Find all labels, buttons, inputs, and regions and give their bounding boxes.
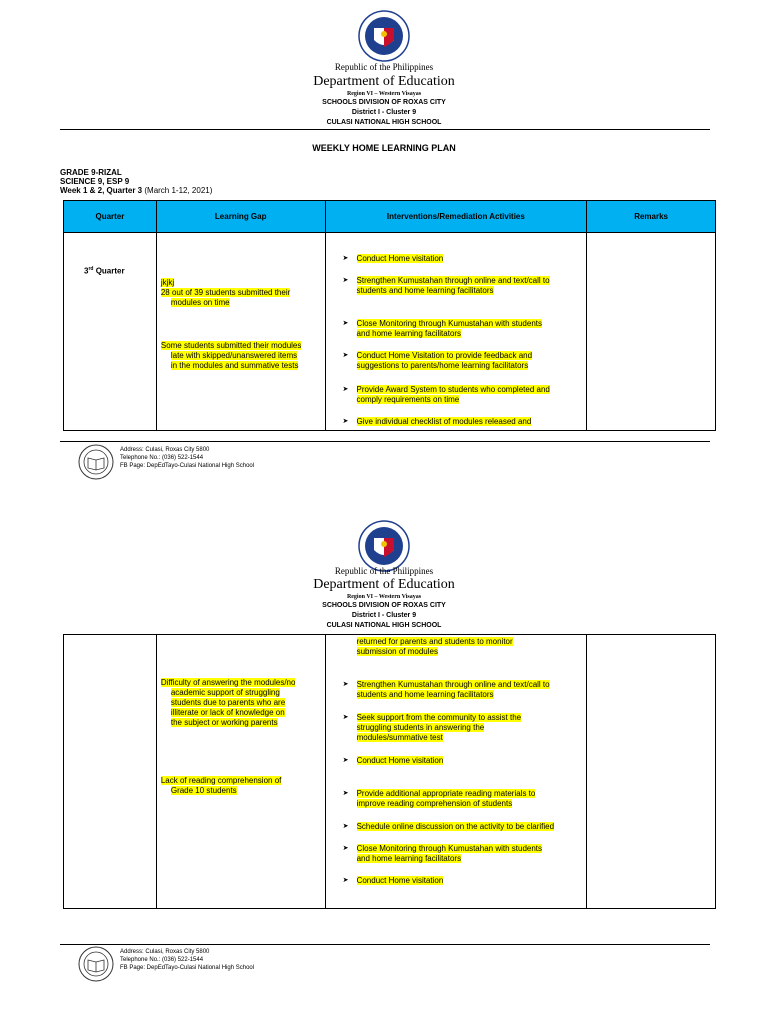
subject-label: SCIENCE 9, ESP 9 bbox=[60, 177, 130, 186]
col-header-quarter: Quarter bbox=[64, 201, 157, 233]
remarks-cell bbox=[587, 233, 716, 431]
intervention-item: ➤ Close Monitoring through Kumustahan with students and home learning facilitators bbox=[342, 319, 542, 338]
intervention-item: ➤ Conduct Home visitation bbox=[342, 254, 444, 263]
gap-reading: Lack of reading comprehension of Grade 10 students bbox=[160, 776, 282, 795]
interventions-cell bbox=[325, 233, 587, 431]
footer-contact bbox=[120, 948, 254, 972]
intervention-item: ➤ Conduct Home visitation bbox=[342, 876, 444, 885]
learning-gap-cell bbox=[156, 635, 325, 909]
division-label: SCHOOLS DIVISION OF ROXAS CITY bbox=[322, 602, 446, 609]
arrow-bullet-icon: ➤ bbox=[342, 418, 349, 425]
arrow-bullet-icon: ➤ bbox=[342, 845, 349, 852]
footer-address: Address: Culasi, Roxas City 5800 bbox=[120, 949, 210, 955]
intervention-item: ➤ Seek support from the community to assist the struggling students in answering the modules/summative test bbox=[342, 713, 522, 742]
gap-late-submission: Some students submitted their modules late with skipped/unanswered items in the modules and summative tests bbox=[160, 341, 302, 370]
arrow-bullet-icon: ➤ bbox=[342, 877, 349, 884]
arrow-bullet-icon: ➤ bbox=[342, 352, 349, 359]
intervention-item: ➤ Give individual checklist of modules released and bbox=[342, 417, 532, 426]
arrow-bullet-icon: ➤ bbox=[342, 277, 349, 284]
arrow-bullet-icon: ➤ bbox=[342, 255, 349, 262]
school-logo-icon bbox=[78, 444, 114, 480]
intervention-item: ➤ Schedule online discussion on the activity to be clarified bbox=[342, 822, 555, 831]
region-label: Region VI – Western Visayas bbox=[346, 91, 422, 97]
footer-fb-page: FB Page: DepEdTayo-Culasi National High School bbox=[120, 965, 255, 971]
intervention-item: ➤ Provide additional appropriate reading materials to improve reading comprehension of students bbox=[342, 789, 536, 808]
district-label: District I - Cluster 9 bbox=[351, 109, 417, 116]
district-label: District I - Cluster 9 bbox=[351, 612, 417, 619]
intervention-continued: returned for parents and students to monitor submission of modules bbox=[356, 637, 513, 656]
footer-address: Address: Culasi, Roxas City 5800 bbox=[120, 447, 210, 453]
intervention-item: ➤ Close Monitoring through Kumustahan with students and home learning facilitators bbox=[342, 844, 543, 863]
quarter-cell bbox=[64, 635, 157, 909]
plan-meta bbox=[60, 168, 212, 195]
republic-label: Republic of the Philippines bbox=[334, 62, 434, 72]
region-label: Region VI – Western Visayas bbox=[346, 594, 422, 600]
learning-plan-table-continued bbox=[63, 634, 716, 909]
arrow-bullet-icon: ➤ bbox=[342, 714, 349, 721]
remarks-cell bbox=[587, 635, 716, 909]
intervention-item: ➤ Conduct Home Visitation to provide feedback and suggestions to parents/home learning facilitators bbox=[342, 351, 533, 370]
intervention-item: ➤ Conduct Home visitation bbox=[342, 756, 444, 765]
footer-divider bbox=[60, 944, 710, 945]
arrow-bullet-icon: ➤ bbox=[342, 790, 349, 797]
footer-divider bbox=[60, 441, 710, 442]
learning-plan-table bbox=[63, 200, 716, 431]
col-header-learning-gap: Learning Gap bbox=[156, 201, 325, 233]
division-label: SCHOOLS DIVISION OF ROXAS CITY bbox=[322, 99, 446, 106]
republic-label: Republic of the Philippines bbox=[334, 566, 434, 576]
page-2 bbox=[0, 510, 768, 1024]
quarter-cell bbox=[64, 233, 157, 431]
department-title: Department of Education bbox=[313, 74, 455, 89]
grade-label: GRADE 9-RIZAL bbox=[60, 168, 122, 177]
header-divider bbox=[60, 129, 710, 130]
intervention-item: ➤ Provide Award System to students who completed and comply requirements on time bbox=[342, 385, 550, 404]
school-logo-icon bbox=[78, 946, 114, 982]
arrow-bullet-icon: ➤ bbox=[342, 320, 349, 327]
footer-telephone: Telephone No.: (036) 522-1544 bbox=[120, 957, 204, 963]
school-label: CULASI NATIONAL HIGH SCHOOL bbox=[326, 119, 442, 126]
footer-fb-page: FB Page: DepEdTayo-Culasi National High School bbox=[120, 463, 255, 469]
arrow-bullet-icon: ➤ bbox=[342, 386, 349, 393]
arrow-bullet-icon: ➤ bbox=[342, 757, 349, 764]
gap-jkjkj: jkjkj bbox=[160, 278, 175, 287]
arrow-bullet-icon: ➤ bbox=[342, 823, 349, 830]
arrow-bullet-icon: ➤ bbox=[342, 681, 349, 688]
school-label: CULASI NATIONAL HIGH SCHOOL bbox=[326, 622, 442, 629]
intervention-item: ➤ Strengthen Kumustahan through online and text/call to students and home learning facilitators bbox=[342, 680, 550, 699]
week-label: Week 1 & 2, Quarter 3 (March 1-12, 2021) bbox=[60, 186, 213, 195]
col-header-remarks: Remarks bbox=[587, 201, 716, 233]
gap-submission: 28 out of 39 students submitted their modules on time bbox=[160, 288, 291, 307]
footer-telephone: Telephone No.: (036) 522-1544 bbox=[120, 455, 204, 461]
col-header-interventions: Interventions/Remediation Activities bbox=[325, 201, 587, 233]
deped-seal-icon bbox=[358, 520, 410, 572]
gap-difficulty: Difficulty of answering the modules/no academic support of struggling students due to parents who are illiterate or lack of knowledge on the subject or working parents bbox=[160, 678, 296, 727]
intervention-item: ➤ Strengthen Kumustahan through online and text/call to students and home learning facilitators bbox=[342, 276, 550, 295]
department-title: Department of Education bbox=[313, 577, 455, 592]
page-1 bbox=[0, 0, 768, 500]
deped-seal-icon bbox=[358, 10, 410, 62]
learning-gap-cell bbox=[156, 233, 325, 431]
footer-contact bbox=[120, 446, 254, 470]
quarter-value: 3rd Quarter bbox=[84, 266, 125, 276]
interventions-cell bbox=[325, 635, 587, 909]
plan-title: WEEKLY HOME LEARNING PLAN bbox=[312, 143, 456, 153]
